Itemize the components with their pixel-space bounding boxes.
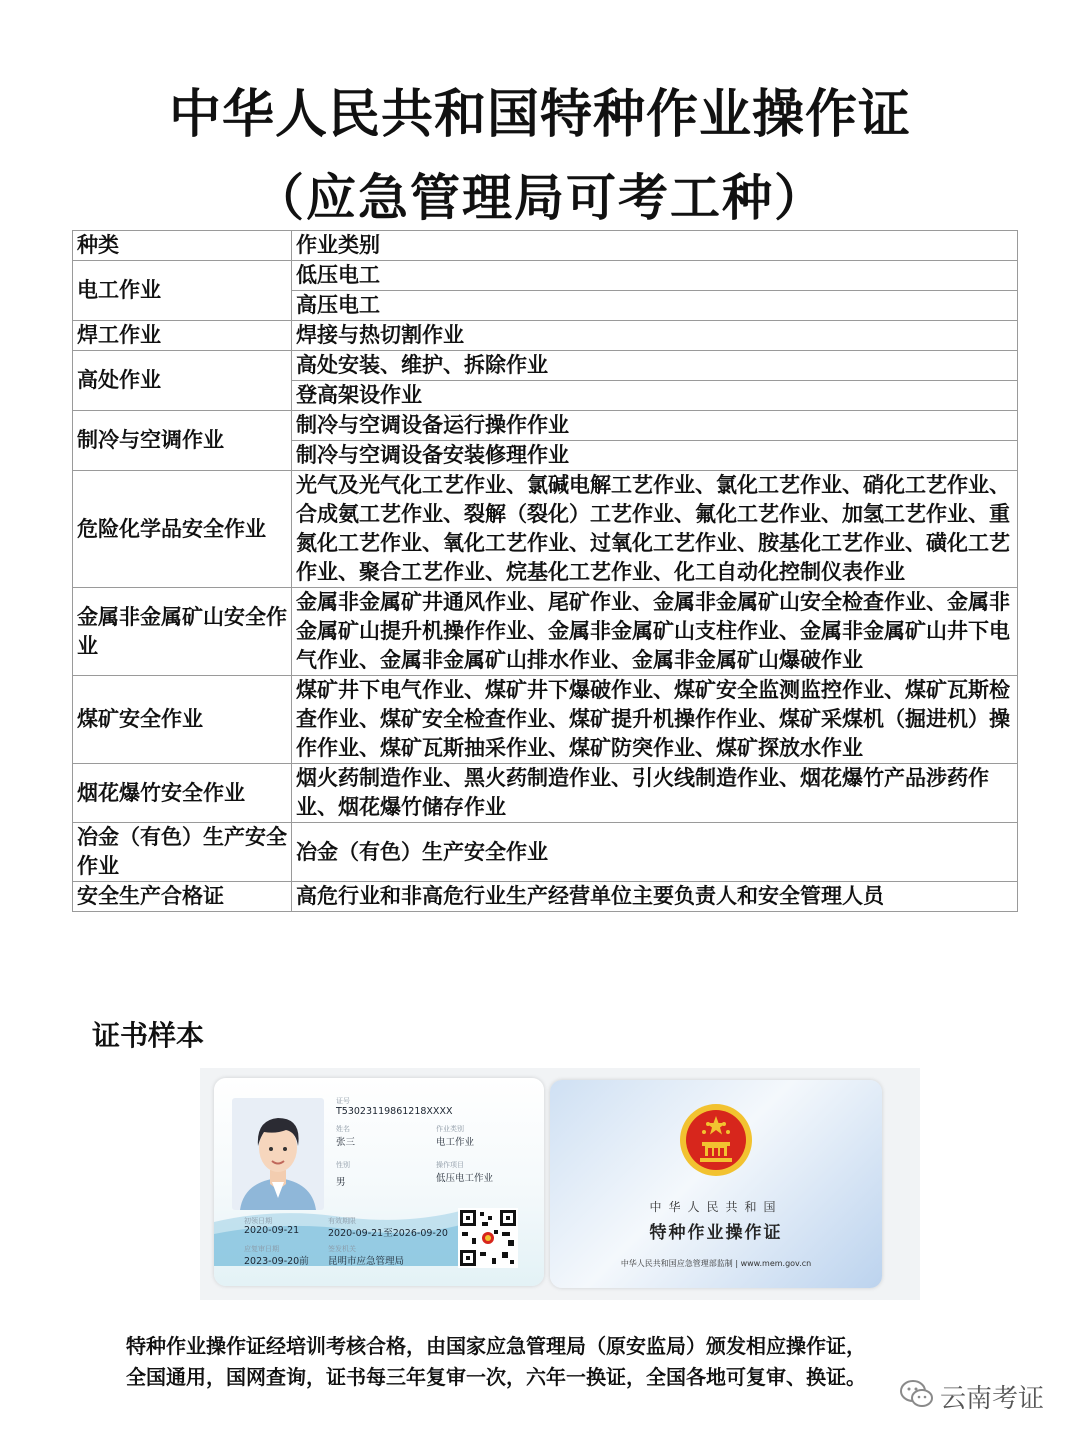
holder-name: 张三 bbox=[336, 1137, 356, 1148]
wechat-icon bbox=[900, 1378, 934, 1410]
subcategory-cell: 焊接与热切割作业 bbox=[292, 321, 1018, 351]
subcategory-cell: 登高架设作业 bbox=[292, 381, 1018, 411]
subcategory-cell: 高压电工 bbox=[292, 291, 1018, 321]
page-title: 中华人民共和国特种作业操作证 bbox=[168, 85, 911, 145]
table-row bbox=[73, 823, 1018, 882]
holder-gender: 男 bbox=[336, 1177, 346, 1188]
table-row bbox=[73, 676, 1018, 764]
table-header-row bbox=[73, 231, 1018, 261]
review-date: 2023-09-20前 bbox=[244, 1256, 309, 1267]
table-row bbox=[73, 321, 1018, 351]
category-cell: 高处作业 bbox=[73, 351, 292, 411]
item-label: 操作项目 bbox=[436, 1161, 464, 1169]
table-row bbox=[73, 471, 1018, 588]
page-subtitle: （应急管理局可考工种） bbox=[254, 169, 826, 227]
certificate-back bbox=[550, 1080, 882, 1288]
category-cell: 焊工作业 bbox=[73, 321, 292, 351]
table-row bbox=[73, 764, 1018, 823]
category-cell: 烟花爆竹安全作业 bbox=[73, 764, 292, 823]
table-row bbox=[73, 351, 1018, 381]
subcategory-cell: 低压电工 bbox=[292, 261, 1018, 291]
holder-item: 低压电工作业 bbox=[436, 1173, 494, 1184]
national-emblem-icon bbox=[678, 1102, 754, 1178]
authority-label: 签发机关 bbox=[328, 1245, 356, 1253]
first-issue: 2020-09-21 bbox=[244, 1225, 300, 1236]
header-subcategory: 作业类别 bbox=[292, 231, 1018, 261]
subcategory-cell: 制冷与空调设备安装修理作业 bbox=[292, 441, 1018, 471]
first-issue-label: 初领日期 bbox=[244, 1217, 272, 1225]
valid-period: 2020-09-21至2026-09-20 bbox=[328, 1228, 448, 1239]
category-cell: 煤矿安全作业 bbox=[73, 676, 292, 764]
category-cell: 安全生产合格证 bbox=[73, 882, 292, 912]
cert-no: T53023119861218XXXX bbox=[336, 1106, 453, 1117]
subcategory-cell: 冶金（有色）生产安全作业 bbox=[292, 823, 1018, 882]
certificate-sample-image bbox=[200, 1068, 920, 1300]
subcategory-cell: 高危行业和非高危行业生产经营单位主要负责人和安全管理人员 bbox=[292, 882, 1018, 912]
valid-label: 有效期限 bbox=[328, 1217, 356, 1225]
sample-title: 证书样本 bbox=[92, 1019, 205, 1052]
table-row bbox=[73, 261, 1018, 291]
category-cell: 金属非金属矿山安全作业 bbox=[73, 588, 292, 676]
job-category-table bbox=[72, 230, 1018, 912]
back-title: 特种作业操作证 bbox=[649, 1223, 783, 1243]
subcategory-cell: 烟火药制造作业、黑火药制造作业、引火线制造作业、烟花爆竹产品涉药作业、烟花爆竹储存作业 bbox=[292, 764, 1018, 823]
qr-code-icon bbox=[458, 1208, 518, 1268]
back-country: 中华人民共和国 bbox=[649, 1200, 783, 1214]
review-label: 应复审日期 bbox=[244, 1245, 279, 1253]
gender-label: 性别 bbox=[336, 1161, 350, 1169]
table-row bbox=[73, 882, 1018, 912]
footer-line-2: 全国通用，国网查询，证书每三年复审一次，六年一换证，全国各地可复审、换证。 bbox=[126, 1365, 866, 1389]
subcategory-cell: 制冷与空调设备运行操作作业 bbox=[292, 411, 1018, 441]
category-label: 作业类别 bbox=[436, 1125, 464, 1133]
footer-line-1: 特种作业操作证经培训考核合格，由国家应急管理局（原安监局）颁发相应操作证， bbox=[126, 1334, 866, 1358]
certificate-front bbox=[214, 1078, 544, 1286]
category-cell: 冶金（有色）生产安全作业 bbox=[73, 823, 292, 882]
table-row bbox=[73, 588, 1018, 676]
brand-name: 云南考证 bbox=[940, 1384, 1045, 1414]
subcategory-cell: 高处安装、维护、拆除作业 bbox=[292, 351, 1018, 381]
holder-category: 电工作业 bbox=[436, 1137, 475, 1148]
category-cell: 制冷与空调作业 bbox=[73, 411, 292, 471]
brand-watermark bbox=[900, 1376, 1070, 1414]
category-cell: 危险化学品安全作业 bbox=[73, 471, 292, 588]
header-category: 种类 bbox=[73, 231, 292, 261]
category-cell: 电工作业 bbox=[73, 261, 292, 321]
cert-no-label: 证号 bbox=[336, 1097, 350, 1105]
subcategory-cell: 金属非金属矿井通风作业、尾矿作业、金属非金属矿山安全检查作业、金属非金属矿山提升机操作作业、金属非金属矿山支柱作业、金属非金属矿山井下电气作业、金属非金属矿山排水作业、金属非金属矿山爆破作业 bbox=[292, 588, 1018, 676]
table-row bbox=[73, 411, 1018, 441]
name-label: 姓名 bbox=[336, 1125, 350, 1133]
subcategory-cell: 光气及光气化工艺作业、氯碱电解工艺作业、氯化工艺作业、硝化工艺作业、合成氨工艺作业、裂解（裂化）工艺作业、氟化工艺作业、加氢工艺作业、重氮化工艺作业、氧化工艺作业、过氧化工艺作业、胺基化工艺作业、磺化工艺作业、聚合工艺作业、烷基化工艺作业、化工自动化控制仪表作业 bbox=[292, 471, 1018, 588]
avatar bbox=[232, 1098, 324, 1210]
authority: 昆明市应急管理局 bbox=[328, 1256, 405, 1267]
back-footer: 中华人民共和国应急管理部监制 | www.mem.gov.cn bbox=[620, 1259, 812, 1268]
subcategory-cell: 煤矿井下电气作业、煤矿井下爆破作业、煤矿安全监测监控作业、煤矿瓦斯检查作业、煤矿安全检查作业、煤矿提升机操作作业、煤矿采煤机（掘进机）操作作业、煤矿瓦斯抽采作业、煤矿防突作业、煤矿探放水作业 bbox=[292, 676, 1018, 764]
